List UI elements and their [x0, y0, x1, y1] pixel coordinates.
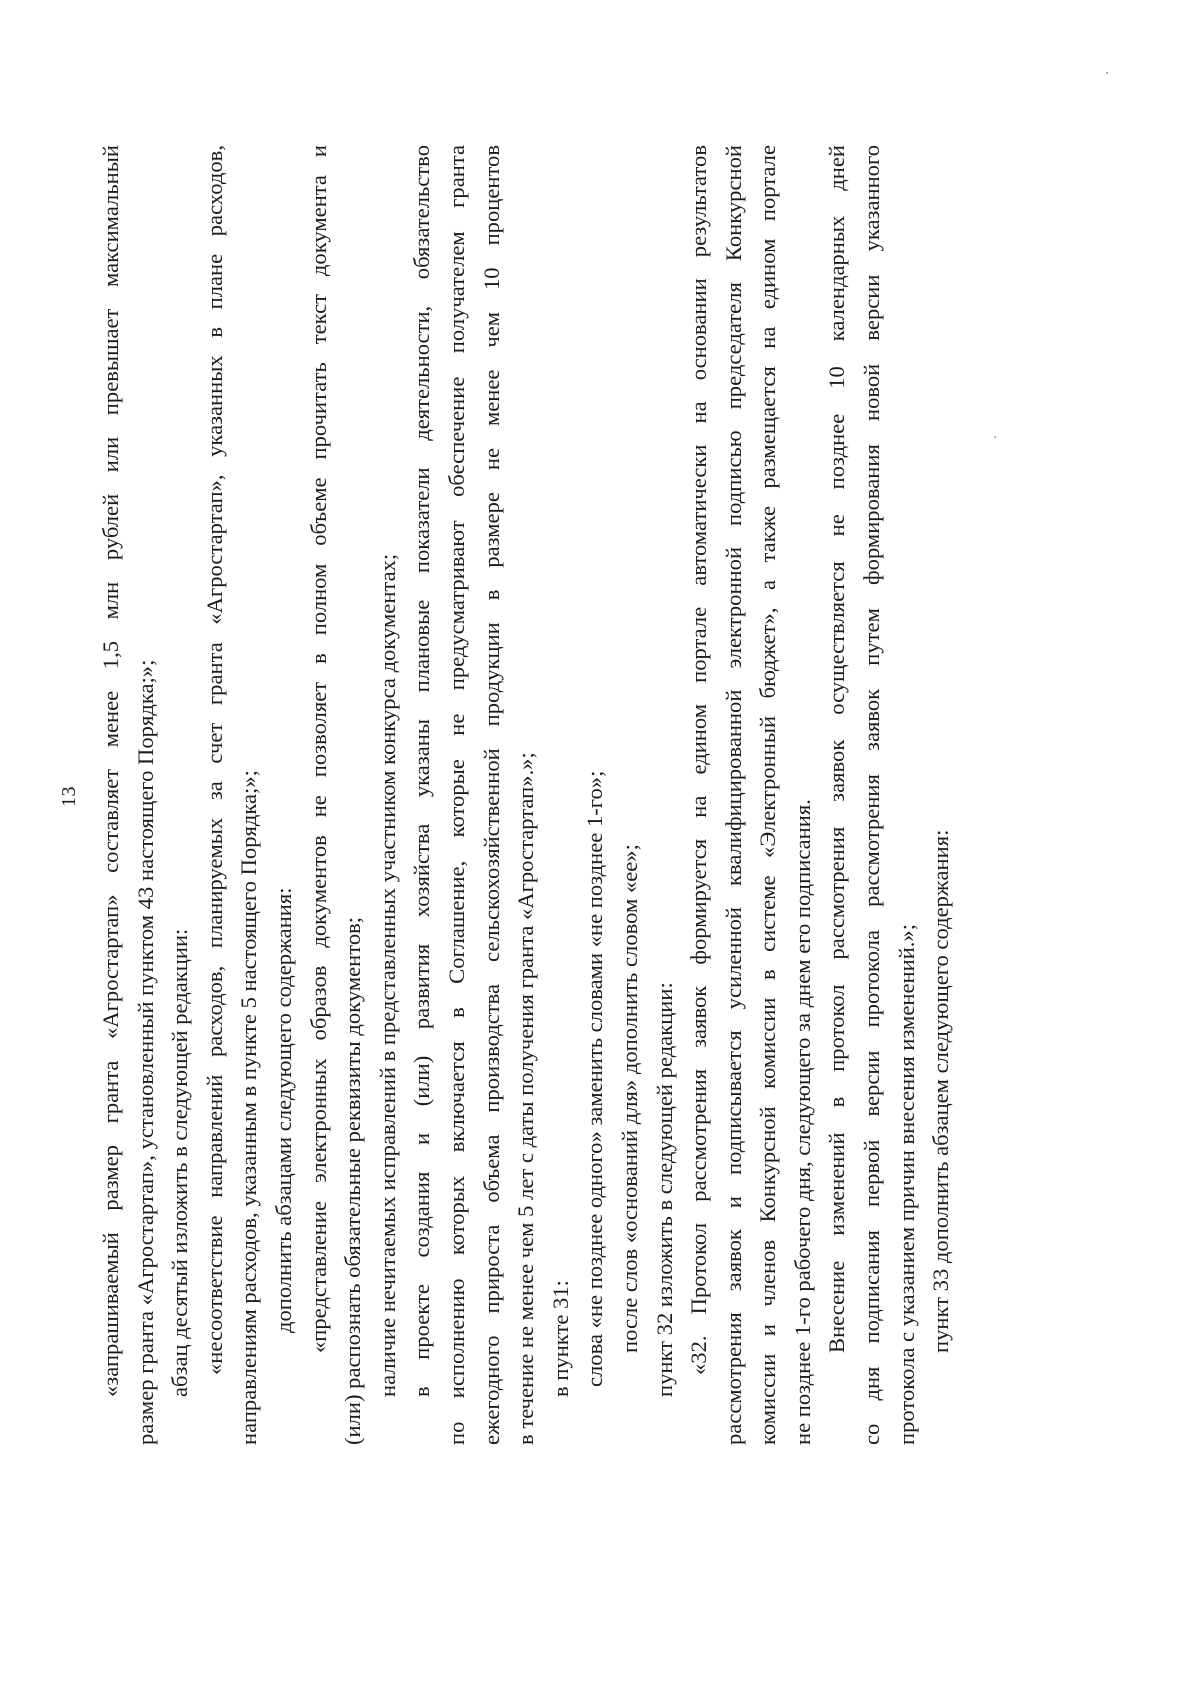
text-line: Внесение изменений в протокол рассмотрения заявок осуществляется не позднее 10 календарных дней	[824, 145, 850, 1353]
text-line: (или) распознать обязательные реквизиты документов;	[340, 916, 366, 1445]
text-line: в пункте 31:	[547, 1280, 573, 1397]
text-line: направлениям расходов, указанным в пункте 5 настоящего Порядка;»;	[236, 770, 262, 1445]
text-line: абзац десятый изложить в следующей редакции:	[167, 928, 193, 1397]
text-line: ежегодного прироста объема производства сельскохозяйственной продукции в размере не менее чем 10 процентов	[478, 145, 504, 1445]
scan-speck	[994, 436, 996, 438]
text-line: не позднее 1-го рабочего дня, следующего за днем его подписания.	[789, 799, 815, 1445]
text-line: «несоответствие направлений расходов, планируемых за счет гранта «Агростартап», указанных в плане расходов,	[201, 145, 227, 1375]
text-line: со дня подписания первой версии протокола рассмотрения заявок путем формирования новой версии указанного	[859, 145, 885, 1445]
rotated-content	[58, 115, 994, 1455]
text-line: «запрашиваемый размер гранта «Агростартап» составляет менее 1,5 млн рублей или превышает максимальный	[98, 145, 123, 1397]
text-line: в течение не менее чем 5 лет с даты получения гранта «Агростартап».»;	[513, 752, 539, 1445]
text-line: размер гранта «Агростартап», установленный пунктом 43 настоящего Порядка;»;	[132, 659, 158, 1445]
page-number: 13	[58, 786, 80, 807]
text-line: в проекте создания и (или) развития хозяйства указаны плановые показатели деятельности, обязательство	[409, 145, 435, 1397]
text-line: рассмотрения заявок и подписывается усиленной квалифицированной электронной подписью председателя Конкурсной	[720, 145, 746, 1445]
text-line: пункт 33 дополнить абзацем следующего содержания:	[928, 829, 954, 1353]
scan-speck	[1106, 72, 1108, 74]
body-text	[94, 145, 959, 1445]
text-line: «представление электронных образов документов не позволяет в полном объеме прочитать текст документа и	[305, 145, 331, 1353]
text-line: наличие нечитаемых исправлений в представленных участником конкурса документах;	[374, 553, 400, 1397]
text-line: пункт 32 изложить в следующей редакции:	[651, 982, 677, 1397]
text-line: протокола с указанием причин внесения изменений.»;	[893, 923, 919, 1445]
text-line: по исполнению которых включается в Соглашение, которые не предусматривают обеспечение получателем гранта	[443, 145, 469, 1445]
text-line: дополнить абзацами следующего содержания:	[270, 887, 296, 1333]
text-line: после слов «оснований для» дополнить словом «ее»;	[616, 844, 642, 1353]
text-line: «32. Протокол рассмотрения заявок формируется на едином портале автоматически на основании результатов	[686, 145, 712, 1375]
text-line: комиссии и членов Конкурсной комиссии в системе «Электронный бюджет», а также размещается на едином портале	[755, 145, 781, 1445]
text-line: слова «не позднее одного» заменить словами «не позднее 1-го»;	[582, 770, 608, 1387]
